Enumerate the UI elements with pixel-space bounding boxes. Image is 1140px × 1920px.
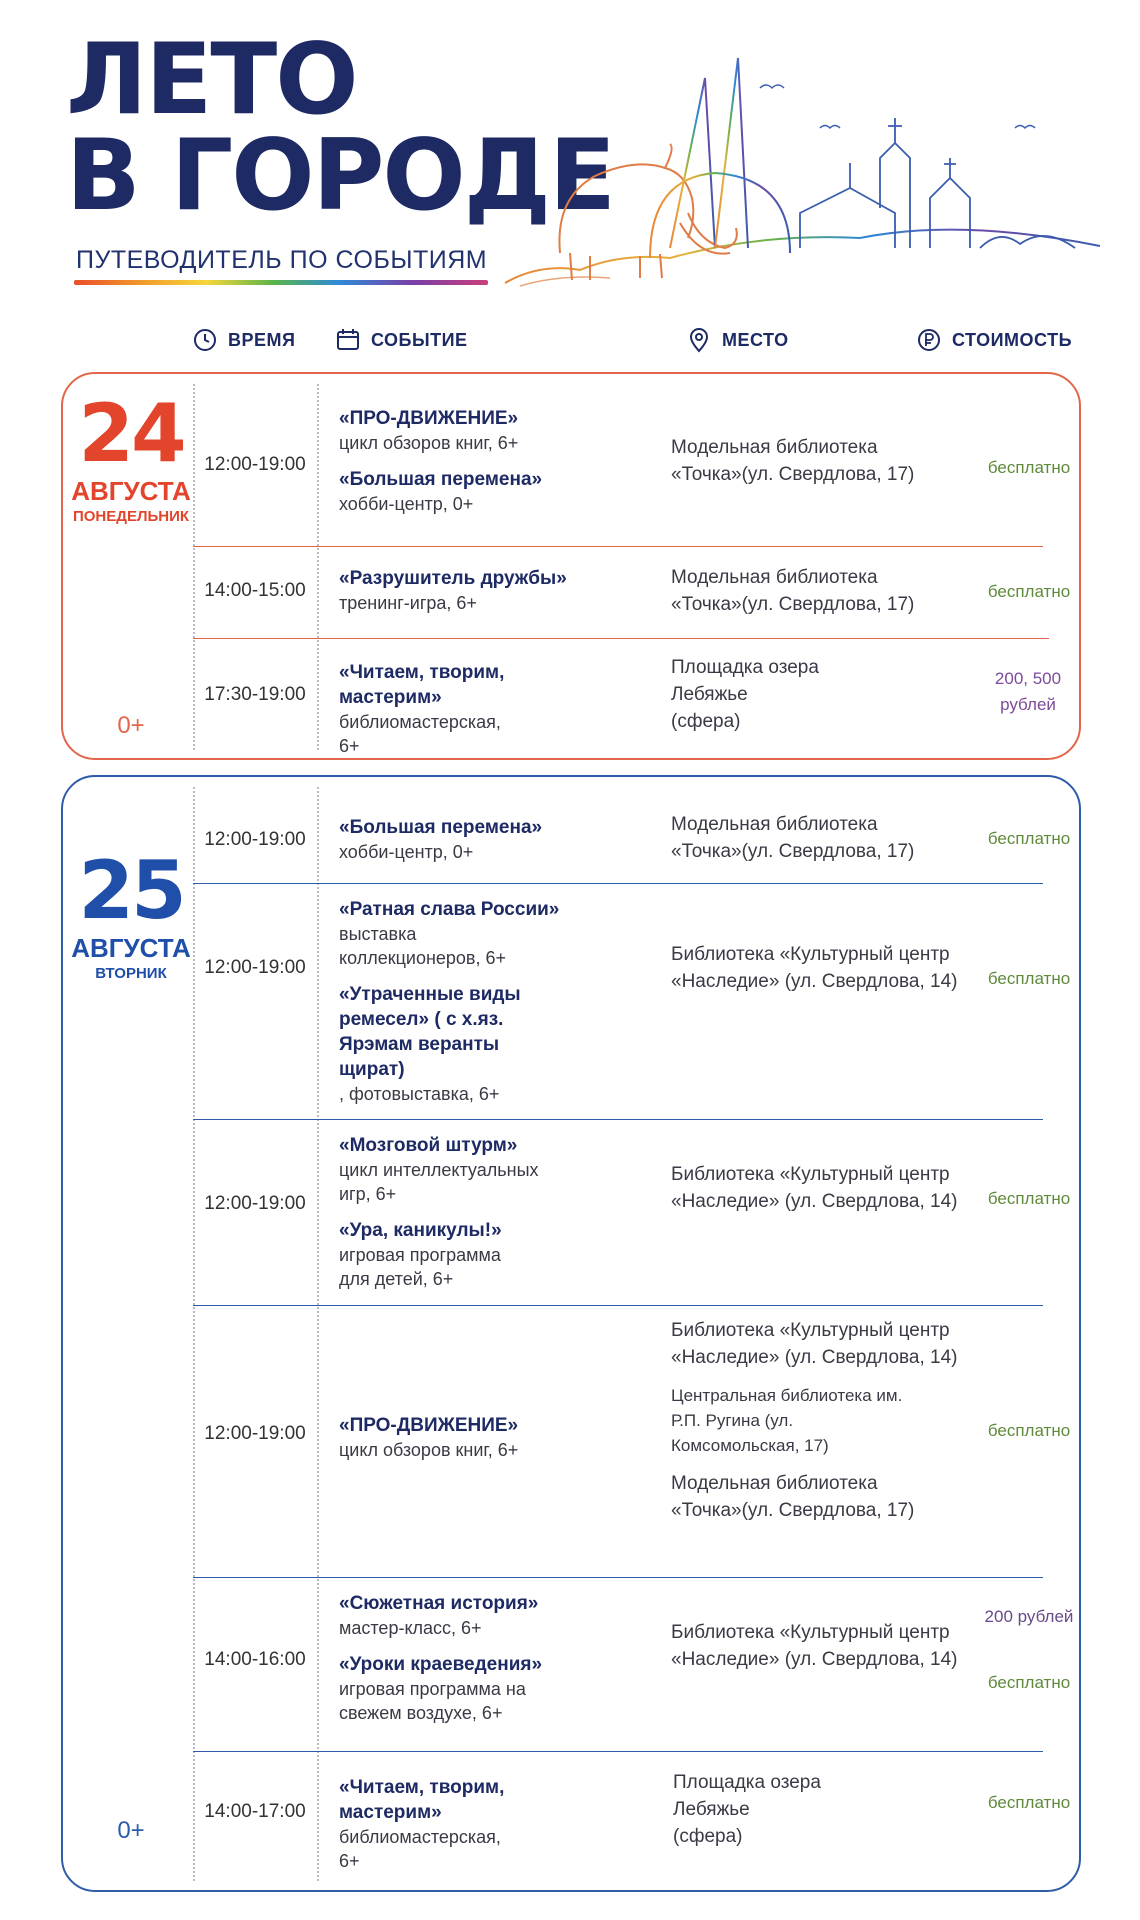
event-list (339, 1775, 509, 1873)
title-line-2: В ГОРОДЕ (66, 119, 614, 233)
event-item (339, 1413, 589, 1462)
place-text: Библиотека «Культурный центр «Наследие» (ул. Свердлова, 14) (671, 944, 958, 992)
day-month: АВГУСТА (71, 476, 191, 506)
tower-icon (650, 58, 790, 258)
day-number: 25 (78, 844, 184, 937)
event-place (673, 1769, 823, 1850)
event-title: «Мозговой штурм» (339, 1135, 518, 1156)
event-description: мастер-класс, 6+ (339, 1618, 482, 1638)
event-time: 17:30-19:00 (204, 684, 306, 705)
event-description: , фотовыставка, 6+ (339, 1084, 500, 1104)
event-title: «ПРО-ДВИЖЕНИЕ» (339, 1415, 519, 1436)
day-card-24 (61, 372, 1081, 760)
table-row (63, 374, 1083, 546)
event-place (671, 434, 921, 488)
event-time: 12:00-19:00 (204, 454, 306, 475)
event-place (671, 811, 921, 865)
event-title: «ПРО-ДВИЖЕНИЕ» (339, 408, 519, 429)
event-price: бесплатно (987, 458, 1071, 477)
event-list (339, 660, 509, 758)
place-text: Модельная библиотека «Точка»(ул. Свердлова, 17) (671, 437, 915, 485)
event-list (339, 815, 589, 864)
event-price: бесплатно (987, 829, 1071, 848)
event-place (671, 654, 821, 735)
event-item (339, 815, 589, 864)
table-row (63, 777, 1083, 883)
event-price: 200 рублей (984, 1607, 1074, 1626)
place-text: Библиотека «Культурный центр «Наследие» (ул. Свердлова, 14) (671, 1622, 958, 1670)
subtitle: ПУТЕВОДИТЕЛЬ ПО СОБЫТИЯМ (76, 246, 488, 274)
event-description: игровая программа для детей, 6+ (339, 1245, 501, 1289)
header-cost (916, 327, 1072, 353)
event-price-secondary: бесплатно (987, 1673, 1071, 1692)
place-text: Центральная библиотека им. Р.П. Ругина (ул. Комсомольская, 17) (671, 1386, 903, 1455)
rainbow-underline (74, 280, 488, 285)
event-list (339, 1591, 569, 1725)
event-item (339, 1218, 569, 1291)
place-text: Библиотека «Культурный центр «Наследие» (ул. Свердлова, 14) (671, 1164, 958, 1212)
event-title: «Уроки краеведения» (339, 1654, 543, 1675)
event-time: 14:00-16:00 (204, 1649, 306, 1670)
event-price: бесплатно (987, 969, 1071, 988)
event-place (671, 1619, 971, 1673)
day-weekday: ПОНЕДЕЛЬНИК (72, 508, 190, 525)
event-item (339, 406, 589, 455)
event-item (339, 1652, 569, 1725)
event-item (339, 1133, 569, 1206)
event-list (339, 566, 589, 615)
event-price: бесплатно (987, 582, 1071, 601)
event-price: бесплатно (987, 1189, 1071, 1208)
event-item (339, 467, 589, 516)
place-text: Модельная библиотека «Точка»(ул. Свердлова, 17) (671, 814, 915, 862)
event-price: бесплатно (987, 1793, 1071, 1812)
event-item (339, 1591, 569, 1640)
event-place (671, 1317, 971, 1524)
event-title: «Утраченные виды ремесел» ( с х.яз. Ярэмам веранты щират) (339, 984, 521, 1080)
day-weekday: ВТОРНИК (95, 965, 167, 982)
event-price: бесплатно (987, 1421, 1071, 1440)
event-description: цикл обзоров книг, 6+ (339, 1440, 519, 1460)
event-time: 12:00-19:00 (204, 1423, 306, 1444)
table-row (63, 546, 1083, 638)
ruble-icon (916, 327, 942, 353)
event-list (339, 897, 579, 1106)
event-title: «Читаем, творим, мастерим» (339, 1777, 505, 1823)
calendar-icon (335, 327, 361, 353)
event-time: 14:00-15:00 (204, 580, 306, 601)
event-title: «Сюжетная история» (339, 1593, 539, 1614)
table-header (0, 327, 1140, 363)
event-title: «Разрушитель дружбы» (339, 568, 567, 589)
place-text: Модельная библиотека «Точка»(ул. Свердлова, 17) (671, 1473, 915, 1521)
event-description: цикл обзоров книг, 6+ (339, 433, 519, 453)
header-time-label: ВРЕМЯ (228, 329, 296, 350)
header-place (686, 327, 789, 353)
event-place (671, 564, 921, 618)
event-time: 14:00-17:00 (204, 1801, 306, 1822)
birds-icon (760, 85, 1035, 128)
place-text: Модельная библиотека «Точка»(ул. Свердлова, 17) (671, 567, 915, 615)
clock-icon (192, 327, 218, 353)
event-place (671, 1161, 971, 1215)
header-event (335, 327, 468, 353)
location-pin-icon (686, 327, 712, 353)
event-item (339, 660, 509, 758)
title-line-1: ЛЕТО (66, 23, 357, 137)
event-time: 12:00-19:00 (204, 1193, 306, 1214)
church-icon (800, 118, 1075, 248)
event-title: «Большая перемена» (339, 817, 543, 838)
header-event-label: СОБЫТИЕ (371, 329, 468, 350)
event-price: 200, 500 рублей (994, 669, 1062, 714)
day-month: АВГУСТА (71, 933, 191, 963)
day-card-25 (61, 775, 1081, 1892)
day-number: 24 (78, 387, 184, 480)
event-description: выставка коллекционеров, 6+ (339, 924, 507, 968)
event-title: «Ратная слава России» (339, 899, 560, 920)
event-description: игровая программа на свежем воздухе, 6+ (339, 1679, 526, 1723)
event-item (339, 566, 589, 615)
event-time: 12:00-19:00 (204, 957, 306, 978)
event-title: «Читаем, творим, мастерим» (339, 662, 505, 708)
event-place (671, 941, 971, 995)
event-list (339, 1413, 589, 1462)
place-text: Библиотека «Культурный центр «Наследие» (ул. Свердлова, 14) (671, 1320, 958, 1368)
event-title: «Ура, каникулы!» (339, 1220, 502, 1241)
place-text: Площадка озера Лебяжье (сфера) (671, 657, 819, 732)
table-row (63, 1751, 1083, 1881)
header-place-label: МЕСТО (722, 329, 789, 350)
table-row (63, 638, 1083, 758)
event-item (339, 1775, 509, 1873)
event-description: цикл интеллектуальных игр, 6+ (339, 1160, 539, 1204)
table-row (63, 1119, 1083, 1305)
event-item (339, 897, 579, 970)
age-rating: 0+ (117, 1817, 145, 1844)
event-description: библиомастерская, 6+ (339, 712, 501, 756)
table-row (63, 1577, 1083, 1751)
table-row (63, 883, 1083, 1119)
header-time (192, 327, 295, 353)
age-rating: 0+ (117, 712, 145, 739)
event-list (339, 1133, 569, 1291)
event-list (339, 406, 589, 516)
event-description: библиомастерская, 6+ (339, 1827, 501, 1871)
event-description: хобби-центр, 0+ (339, 494, 474, 514)
event-title: «Большая перемена» (339, 469, 543, 490)
event-item (339, 982, 579, 1106)
header-cost-label: СТОИМОСТЬ (952, 329, 1073, 350)
event-description: тренинг-игра, 6+ (339, 593, 477, 613)
city-illustration (500, 48, 1110, 308)
place-text: Площадка озера Лебяжье (сфера) (673, 1772, 821, 1847)
event-description: хобби-центр, 0+ (339, 842, 474, 862)
table-row (63, 1305, 1083, 1577)
event-time: 12:00-19:00 (204, 829, 306, 850)
